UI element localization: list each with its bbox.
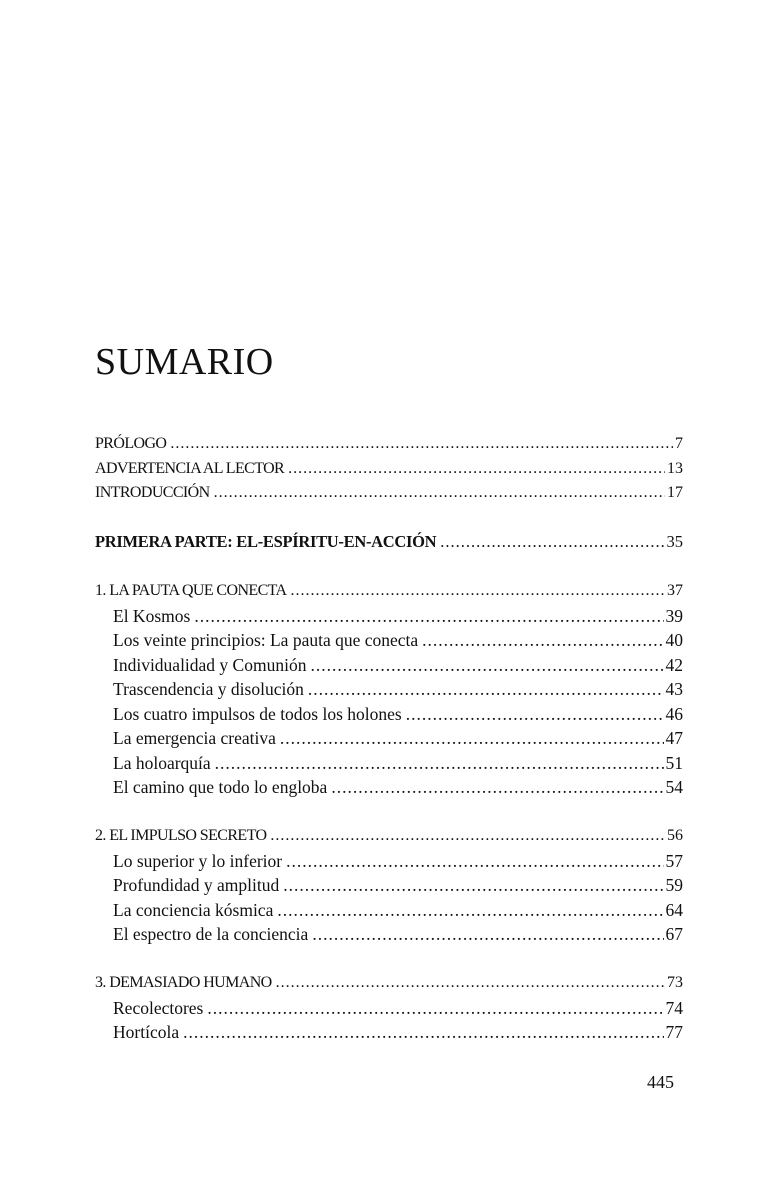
toc-entry bbox=[95, 432, 683, 457]
toc-dot-leader bbox=[422, 628, 663, 653]
toc-entry bbox=[95, 481, 683, 506]
toc-dot-leader bbox=[406, 702, 664, 727]
toc-dot-leader bbox=[288, 457, 665, 482]
toc-chapter-entry bbox=[95, 824, 683, 849]
toc-entry-page: 73 bbox=[667, 974, 683, 991]
toc-entry-label: Hortícola bbox=[113, 1022, 180, 1042]
toc-entry-page: 40 bbox=[665, 630, 683, 650]
toc-entry-page: 77 bbox=[665, 1022, 683, 1042]
toc-dot-leader bbox=[312, 922, 663, 947]
toc-entry-page: 74 bbox=[665, 997, 683, 1018]
toc-subentry bbox=[95, 996, 683, 1021]
toc-dot-leader bbox=[331, 775, 663, 800]
page-number: 445 bbox=[647, 1072, 674, 1092]
toc-dot-leader bbox=[291, 579, 665, 604]
toc-entry-label: Lo superior y lo inferior bbox=[113, 850, 283, 871]
toc-chapter-entry bbox=[95, 579, 683, 604]
toc-subentry bbox=[95, 604, 683, 629]
toc-subentry bbox=[95, 775, 683, 800]
toc-subentry bbox=[95, 873, 683, 898]
toc-entry-label: El Kosmos bbox=[113, 605, 191, 626]
toc-dot-leader bbox=[276, 971, 665, 996]
toc-entry-page: 54 bbox=[665, 777, 683, 797]
toc-entry-label: El espectro de la conciencia bbox=[113, 924, 309, 944]
toc-entry-page: 35 bbox=[666, 532, 683, 551]
toc-dot-leader bbox=[277, 898, 663, 923]
toc-entry-label: PRÓLOGO bbox=[95, 435, 167, 452]
toc-entry-page: 42 bbox=[665, 654, 683, 675]
toc-entry-label: Los cuatro impulsos de todos los holones bbox=[113, 703, 402, 724]
toc-subentry bbox=[95, 702, 683, 727]
toc-subentry bbox=[95, 849, 683, 874]
toc-dot-leader bbox=[194, 604, 663, 629]
toc-entry-page: 46 bbox=[665, 703, 683, 724]
toc-entry-label: La holoarquía bbox=[113, 752, 211, 773]
toc-subentry bbox=[95, 677, 683, 702]
toc-entry-page: 59 bbox=[665, 875, 683, 895]
page-title: SUMARIO bbox=[95, 341, 274, 383]
toc-entry-label: Trascendencia y disolución bbox=[113, 679, 304, 699]
toc-subentry bbox=[95, 751, 683, 776]
toc-subentry bbox=[95, 628, 683, 653]
toc-dot-leader bbox=[170, 432, 673, 457]
toc-entry-page: 17 bbox=[667, 484, 683, 501]
toc-subentry bbox=[95, 898, 683, 923]
toc-entry-page: 7 bbox=[675, 435, 683, 452]
toc-dot-leader bbox=[308, 677, 664, 702]
toc-entry-label: Recolectores bbox=[113, 997, 204, 1018]
toc-dot-leader bbox=[283, 873, 663, 898]
toc-dot-leader bbox=[440, 530, 664, 555]
toc-entry-label: ADVERTENCIA AL LECTOR bbox=[95, 459, 285, 477]
toc-dot-leader bbox=[270, 824, 665, 849]
toc-dot-leader bbox=[310, 653, 663, 678]
toc-subentry bbox=[95, 726, 683, 751]
toc-entry-page: 57 bbox=[665, 850, 683, 871]
toc-dot-leader bbox=[183, 1020, 663, 1045]
toc-part-entry bbox=[95, 530, 683, 555]
toc-entry-label: 3. DEMASIADO HUMANO bbox=[95, 974, 272, 991]
toc-entry-page: 51 bbox=[665, 752, 683, 773]
toc-entry-page: 64 bbox=[665, 899, 683, 920]
toc-entry-label: El camino que todo lo engloba bbox=[113, 777, 328, 797]
toc-entry-label: La conciencia kósmica bbox=[113, 899, 274, 920]
toc-entry-label: Los veinte principios: La pauta que conecta bbox=[113, 630, 419, 650]
toc-entry-page: 56 bbox=[667, 827, 683, 844]
toc-subentry bbox=[95, 653, 683, 678]
toc-entry bbox=[95, 457, 683, 482]
toc-dot-leader bbox=[214, 481, 665, 506]
toc-chapter-entry bbox=[95, 971, 683, 996]
toc-entry-page: 47 bbox=[665, 728, 683, 748]
toc-entry-label: Profundidad y amplitud bbox=[113, 875, 280, 895]
toc-entry-label: 2. EL IMPULSO SECRETO bbox=[95, 827, 267, 844]
toc-entry-page: 13 bbox=[667, 459, 683, 477]
toc-entry-page: 39 bbox=[665, 605, 683, 626]
toc-entry-label: Individualidad y Comunión bbox=[113, 654, 307, 675]
toc-dot-leader bbox=[280, 726, 664, 751]
toc-dot-leader bbox=[207, 996, 663, 1021]
table-of-contents bbox=[95, 432, 683, 1045]
toc-entry-label: 1. LA PAUTA QUE CONECTA bbox=[95, 582, 287, 599]
toc-entry-label: La emergencia creativa bbox=[113, 728, 276, 748]
toc-dot-leader bbox=[286, 849, 663, 874]
toc-entry-page: 37 bbox=[667, 582, 683, 599]
toc-entry-page: 67 bbox=[665, 924, 683, 944]
toc-subentry bbox=[95, 922, 683, 947]
toc-entry-page: 43 bbox=[665, 679, 683, 699]
toc-subentry bbox=[95, 1020, 683, 1045]
toc-entry-label: PRIMERA PARTE: EL-ESPÍRITU-EN-ACCIÓN bbox=[95, 532, 437, 551]
toc-dot-leader bbox=[215, 751, 664, 776]
toc-entry-label: INTRODUCCIÓN bbox=[95, 484, 210, 501]
